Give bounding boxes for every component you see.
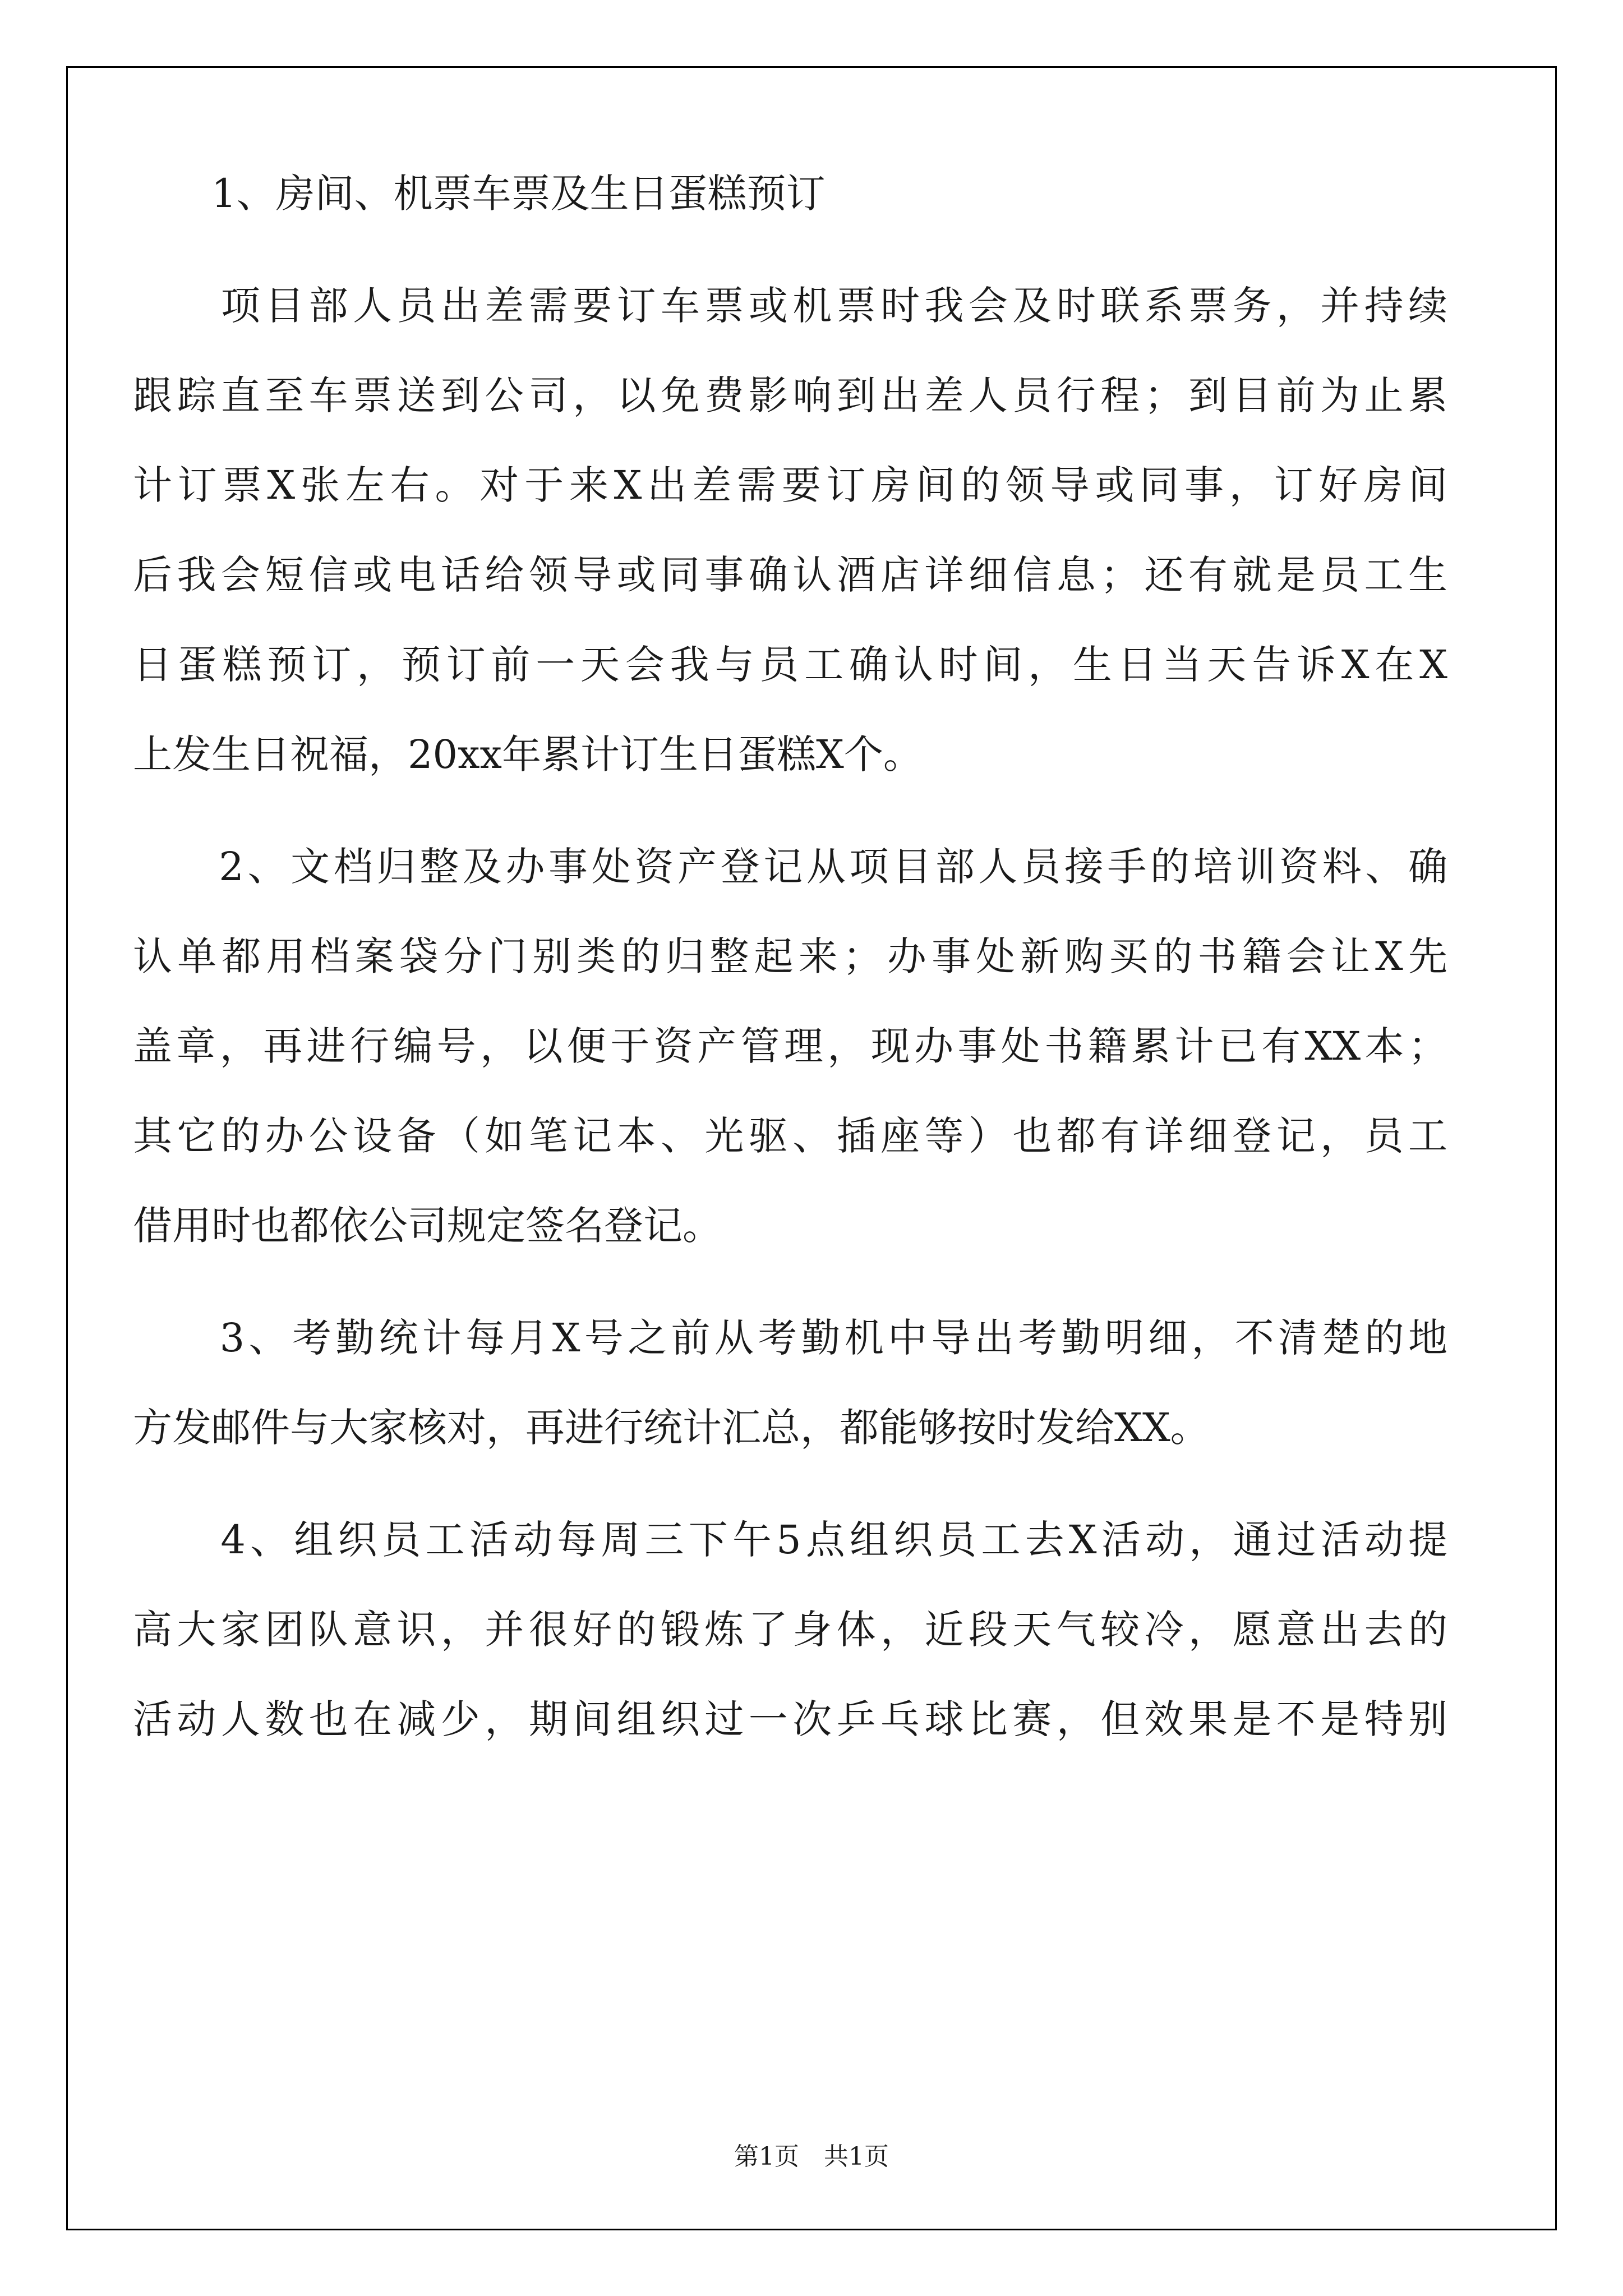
- text-line: 4、组织员工活动每周三下午5点组织员工去X活动，通过活动提: [133, 1517, 1447, 1563]
- page-footer: 第1页 共1页: [734, 2142, 889, 2171]
- heading-1: 1、房间、机票车票及生日蛋糕预订: [133, 171, 826, 217]
- text-line: 2、文档归整及办事处资产登记从项目部人员接手的培训资料、确: [133, 844, 1447, 890]
- text-line: 高大家团队意识，并很好的锻炼了身体，近段天气较冷，愿意出去的: [133, 1607, 1447, 1653]
- text-line: 上发生日祝福，20xx年累计订生日蛋糕X个。: [133, 731, 923, 777]
- text-line: 跟踪直至车票送到公司，以免费影响到出差人员行程；到目前为止累: [133, 372, 1447, 418]
- text-line: 其它的办公设备（如笔记本、光驱、插座等）也都有详细登记，员工: [133, 1113, 1447, 1159]
- text-line: 3、考勤统计每月X号之前从考勤机中导出考勤明细，不清楚的地: [133, 1315, 1447, 1361]
- text-line: 项目部人员出差需要订车票或机票时我会及时联系票务，并持续: [133, 283, 1447, 329]
- text-line: 认单都用档案袋分门别类的归整起来；办事处新购买的书籍会让X先: [133, 933, 1447, 979]
- text-line: 日蛋糕预订，预订前一天会我与员工确认时间，生日当天告诉X在X: [133, 642, 1447, 688]
- text-line: 借用时也都依公司规定签名登记。: [133, 1203, 722, 1249]
- text-line: 后我会短信或电话给领导或同事确认酒店详细信息；还有就是员工生: [133, 552, 1447, 598]
- text-line: 活动人数也在减少，期间组织过一次乒乓球比赛，但效果是不是特别: [133, 1696, 1447, 1742]
- text-line: 盖章，再进行编号，以便于资产管理，现办事处书籍累计已有XX本；: [133, 1023, 1447, 1069]
- text-line: 方发邮件与大家核对，再进行统计汇总，都能够按时发给XX。: [133, 1405, 1210, 1451]
- text-line: 计订票X张左右。对于来X出差需要订房间的领导或同事，订好房间: [133, 462, 1447, 508]
